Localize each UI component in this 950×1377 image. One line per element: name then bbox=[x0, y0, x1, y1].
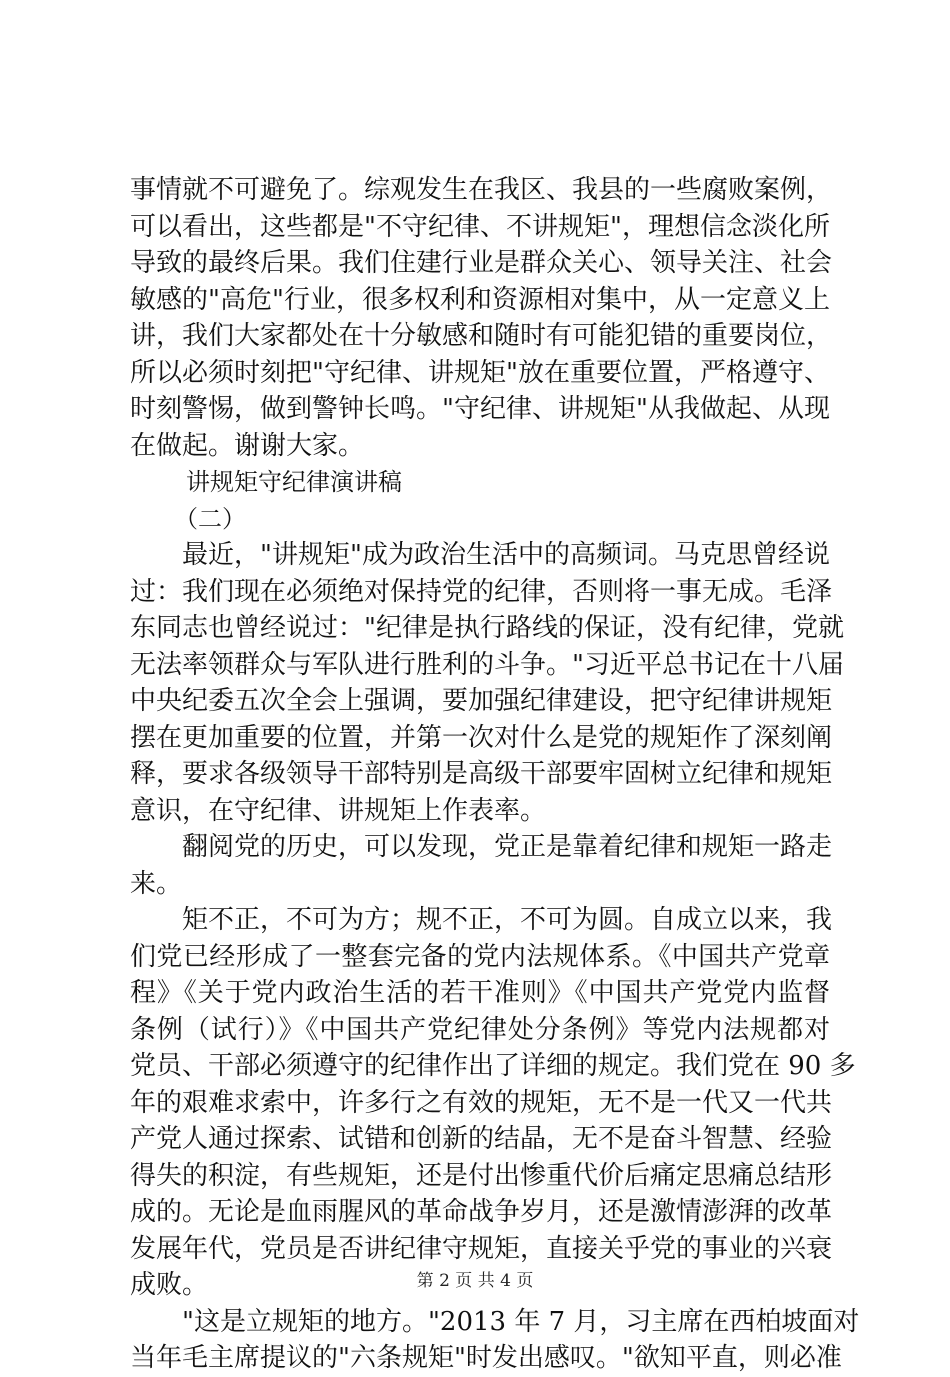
text-line: 讲，我们大家都处在十分敏感和随时有可能犯错的重要岗位， bbox=[130, 321, 833, 351]
text-line: 摆在更加重要的位置，并第一次对什么是党的规矩作了深刻阐 bbox=[130, 722, 833, 753]
text-line: 过：我们现在必须绝对保持党的纪律，否则将一事无成。毛泽 bbox=[130, 576, 833, 607]
text-line: 敏感的"高危"行业，很多权利和资源相对集中，从一定意义上 bbox=[130, 284, 830, 315]
text-line: 所以必须时刻把"守纪律、讲规矩"放在重要位置，严格遵守、 bbox=[130, 357, 830, 388]
text-line: 东同志也曾经说过："纪律是执行路线的保证，没有纪律，党就 bbox=[130, 613, 844, 643]
document-body bbox=[130, 172, 860, 1377]
text-line: 当年毛主席提议的"六条规矩"时发出感叹。"欲知平直，则必准 bbox=[130, 1343, 842, 1373]
text-line: 事情就不可避免了。综观发生在我区、我县的一些腐败案例， bbox=[130, 175, 833, 205]
text-line: 得失的积淀，有些规矩，还是付出惨重代价后痛定思痛总结形 bbox=[130, 1160, 833, 1191]
text-line: 来。 bbox=[130, 868, 183, 899]
text-line: 党员、干部必须遵守的纪律作出了详细的规定。我们党在 90 多 bbox=[130, 1051, 856, 1081]
section-number: （二） bbox=[174, 504, 246, 533]
text-line: 导致的最终后果。我们住建行业是群众关心、领导关注、社会 bbox=[130, 248, 833, 278]
text-line: "这是立规矩的地方。"2013 年 7 月，习主席在西柏坡面对 bbox=[130, 1306, 860, 1337]
text-line: 可以看出，这些都是"不守纪律、不讲规矩"，理想信念淡化所 bbox=[130, 211, 830, 242]
text-line: 释，要求各级领导干部特别是高级干部要牢固树立纪律和规矩 bbox=[130, 759, 833, 789]
text-line: 成的。无论是血雨腥风的革命战争岁月，还是激情澎湃的改革 bbox=[130, 1197, 833, 1227]
text-line: 程》《关于党内政治生活的若干准则》《中国共产党党内监督 bbox=[130, 978, 830, 1008]
text-line: 成败。 bbox=[130, 1270, 209, 1300]
text-line: 发展年代，党员是否讲纪律守规矩，直接关乎党的事业的兴衰 bbox=[130, 1233, 833, 1264]
text-line: 产党人通过探索、试错和创新的结晶，无不是奋斗智慧、经验 bbox=[130, 1124, 833, 1154]
text-line: 意识，在守纪律、讲规矩上作表率。 bbox=[130, 795, 547, 826]
text-line: 中央纪委五次全会上强调，要加强纪律建设，把守纪律讲规矩 bbox=[130, 686, 833, 716]
text-line: 们党已经形成了一整套完备的党内法规体系。《中国共产党章 bbox=[130, 941, 830, 972]
text-line: 条例（试行）》《中国共产党纪律处分条例》等党内法规都对 bbox=[130, 1014, 830, 1045]
text-line: 在做起。谢谢大家。 bbox=[130, 430, 365, 461]
text-line: 矩不正，不可为方；规不正，不可为圆。自成立以来，我 bbox=[130, 905, 833, 935]
text-line: 最近，"讲规矩"成为政治生活中的高频词。马克思曾经说 bbox=[130, 540, 830, 570]
text-line: 无法率领群众与军队进行胜利的斗争。"习近平总书记在十八届 bbox=[130, 649, 844, 680]
page-number-footer: 第 2 页 共 4 页 bbox=[416, 1271, 534, 1291]
text-line: 翻阅党的历史，可以发现，党正是靠着纪律和规矩一路走 bbox=[130, 832, 833, 862]
text-line: 时刻警惕，做到警钟长鸣。"守纪律、讲规矩"从我做起、从现 bbox=[130, 394, 830, 424]
text-line: 年的艰难求索中，许多行之有效的规矩，无不是一代又一代共 bbox=[130, 1087, 833, 1118]
section-title: 讲规矩守纪律演讲稿 bbox=[186, 468, 402, 496]
